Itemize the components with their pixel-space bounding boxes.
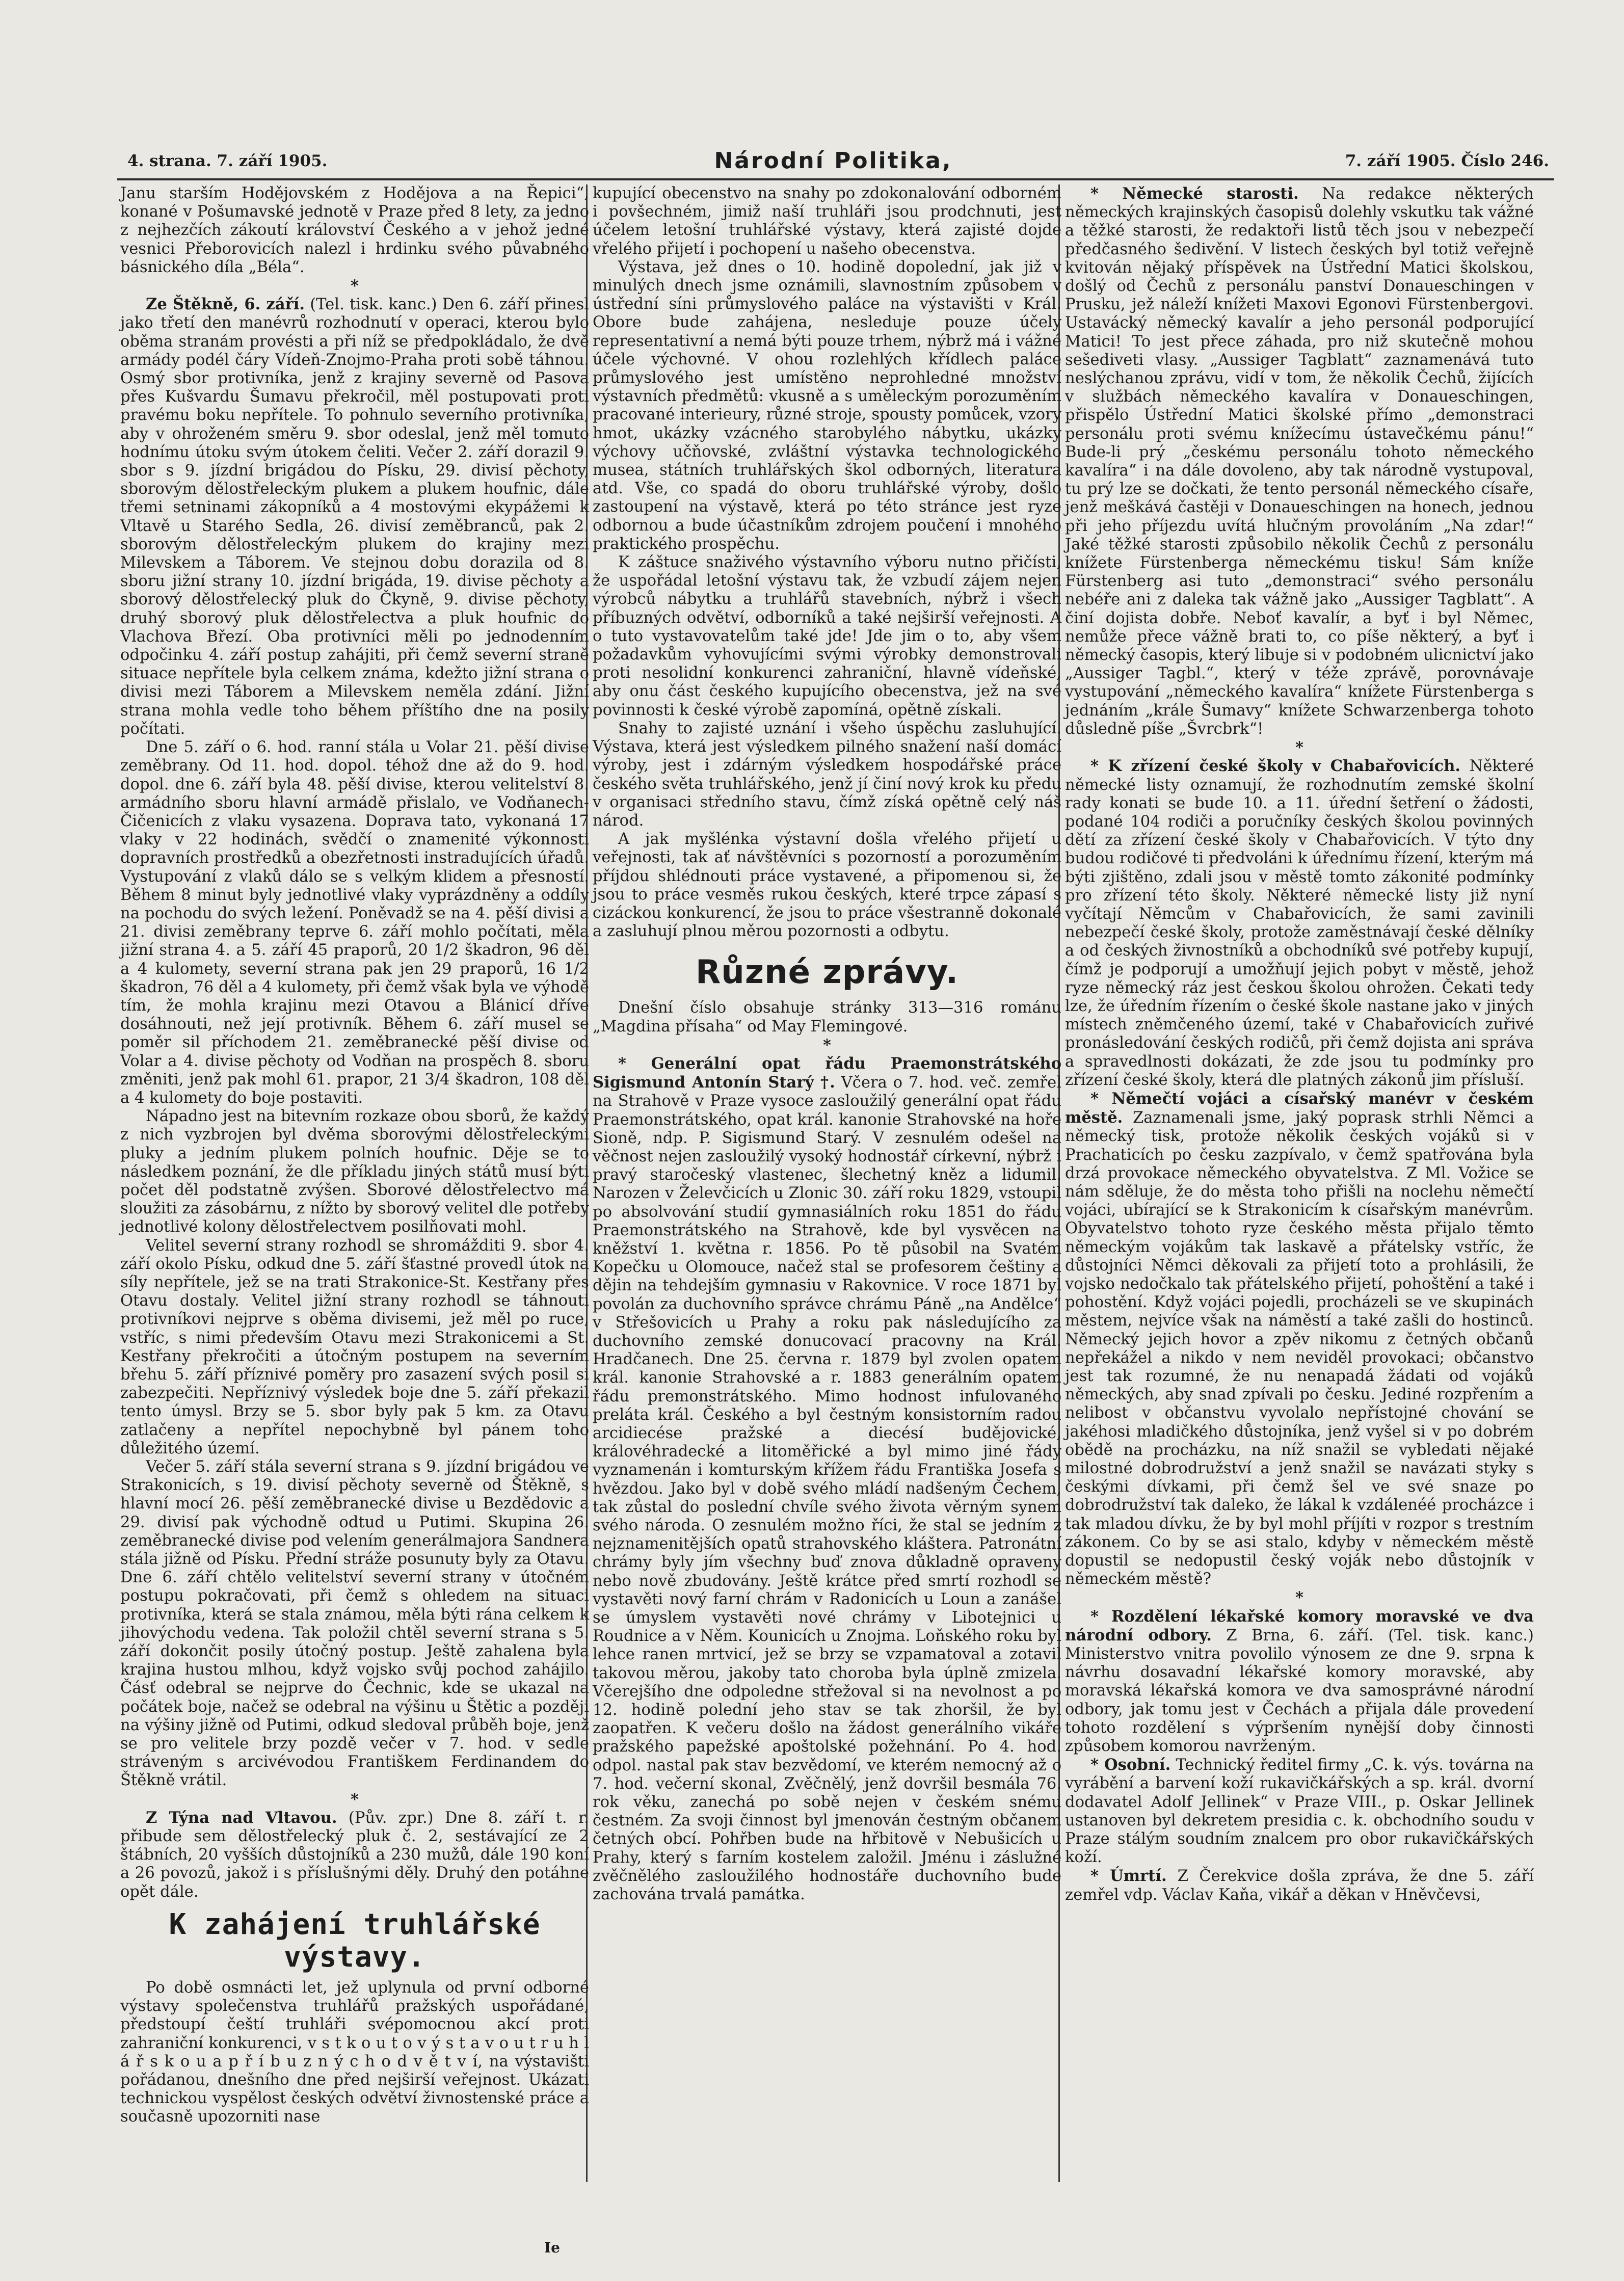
article-paragraph: Dnešní číslo obsahuje stránky 313—316 románu „Magdina přísaha“ od May Flemingové. <box>593 999 1061 1036</box>
column-2 <box>593 184 1061 2192</box>
column-3 <box>1065 184 1534 2192</box>
news-item-heading: * K zřízení české školy v Chabařovicích. <box>1090 757 1460 776</box>
article-text: Zaznamenali jsme, jaký poprask strhli Němci a německý tisk, protože několik českých vojáků si v Prachaticích po česku zazpívalo, v čemž spatřována byla drzá provokace německého obyvatelstva. Z Ml. Vožice se nám sděluje, že do města toho přišli na noclehu němečtí vojáci, ubírající se k Strakonicím k císařským manévrům. Obyvatelstvo tohoto ryze českého města přijalo těmto německým vojákům tak laskavě a přátelsky vstříc, že důstojníci Němci děkovali za přijetí toto a prohlásili, že vojsko nedočkalo tak přátelského přijetí, pohoštění a také i pohostění. Když vojáci pojedli, procházeli se ve skupinách městem, nejvíce však na náměstí a také zašli do hostinců. Německý jejich hovor a zpěv nikomu z četných občanů nepřekážel a nikdo v nem neviděl provokaci; občanstvo jest tak rozumné, že nu nenapadá žádati od vojáků německých, aby snad zpívali po česku. Jediné rozpřením a nelibost v občanstvu vyvolalo nepřístojné chování se jakéhosi mladičkého důstojníka, jenž vyšel si v po dobrém obědě na procházku, na níž snažil se vybledati nějaké milostné dobrodružství a jenž snažil se navázati styky s českými dívkami, při čemž šel ve své snaze po dobrodružství tak daleko, že lákal k vzdálenéé procházce i tak mladou dívku, že by byl mohl příjíti v rozpor s trestním zákonem. Co by se asi stalo, kdyby v německém městě dopustil se nedopustil český voják nebo důstojník v německém městě? <box>1065 1109 1534 1588</box>
article-paragraph <box>1065 1867 1534 1904</box>
section-separator: * <box>351 277 359 296</box>
column-1 <box>120 184 589 2126</box>
dateline: Ze Štěkně, 6. září. <box>146 295 305 314</box>
article-paragraph: Janu starším Hodějovském z Hodějova a na Řepici“, konané v Pošumavské jednotě v Praze před 8 lety, za jedno z nejhezčích zákoutí království Českého a v jehož jedné vesnici Přeborovicích nalezl i hrdinku svého půvabného básnického díla „Béla“. <box>120 184 589 276</box>
header-rule <box>117 178 1554 180</box>
article-paragraph <box>120 295 589 738</box>
article-paragraph <box>1065 1756 1534 1867</box>
article-text: Některé německé listy oznamují, že rozhodnutím zemské školní rady konati se bude 10. a 11. úřední šetření o žádosti, podané 104 rodiči a poručníky českých školou povinných dětí za zřízení české školy v Chabařovicích. V týto dny budou rodičové ti předvoláni k úřednímu řízení, kterým má býti zjištěno, zdali jsou v městě tomto zákonité podmínky pro zřízení této školy. Některé německé listy již nyní vyčítají Němcům v Chabařovicích, že sami zavinili nebezpečí české školy, protože zaměstnávají české dělníky a od českých živnostníků a obchodníků své potřeby kupují, čímž je podporují a umožňují jejich pobyt v městě, jehož ryze německý ráz jest českou školou ohrožen. Čekati tedy lze, že úředním řízením o české škole nastane jako v jiných místech zněmčeného území, také v Chabařovicích zuřivé pronásledování českých rodičů, při čemž dojista ani správa a spravedlnosti dokázati, že zde jsou tu podmínky pro zřízení české školy, která dle platných zákonů jim přísluší. <box>1065 757 1534 1089</box>
dateline: Z Týna nad Vltavou. <box>146 1808 337 1827</box>
article-paragraph <box>120 1809 589 1901</box>
article-text: Včera o 7. hod. več. zemřel na Strahově v Praze vysoce zasloužilý generální opat řádu Praemonstrátského, opat král. kanonie Strahovské na hoře Sioně, ndp. P. Sigismund Starý. V zesnulém odešel na věčnost nejen zasloužilý vysoký hodnostář církevní, nýbrž i pravý staročeský vlastenec, šlechetný kněz a lidumil. Narozen v Želevčicích u Zlonic 30. září roku 1829, vstoupil po absolvování studií gymnasiálních roku 1851 do řádu Praemonstrátského na Strahově, kde byl vysvěcen na kněžství 1. května r. 1856. Po tě působil na Svatém Kopečku u Olomouce, načež stal se profesorem češtiny a dějin na tehdejším gymnasiu v Rakovnice. V roce 1871 byl povolán za duchovního správce chrámu Páně „na Andělce“ v Střešovicích u Prahy a roku pak následujícího za duchovního zemské donucovací pracovny na Král. Hradčanech. Dne 25. června r. 1879 byl zvolen opatem král. kanonie Strahovské a r. 1883 generálním opatem řádu premonstrátského. Mimo hodnost infulovaného preláta král. Českého a byl čestným konsistorním radou arcidiecése pražské a diecésí budějovické, královéhradecké a litoměřické a byl mimo jiné řády vyznamenán i komturským křížem řádu Františka Josefa s hvězdou. Jako byl v době svého mládí nadšeným Čechem, tak zůstal do poslední chvíle svého života věrným synem svého národa. O zesnulém možno říci, že stal se jedním z nejznamenitějších opatů strahovského kláštera. Patronátní chrámy byly jím všechny buď znova důkladně opraveny nebo nově zbudovány. Ještě krátce před smrtí rozhodl se vystavěti nový farní chrám v Radonicích u Loun a zanášel se úmyslem vystavěti nové chrámy v Libotejnici u Roudnice a v Něm. Kounicích u Znojma. Loňského roku byl lehce ranen mrtvicí, jež se brzy se vzpamatoval a zotavil takovou měrou, jakoby tato choroba byla úplně zmizela. Včerejšího dne odpoledne střežoval si na nevolnost a po 12. hodině polední jeho stav se tak zhoršil, že byl zaopatřen. K večeru došlo na žádost generálního vikáře pražského papežské apoštolské požehnání. Po 4. hod. odpol. nastal pak stav bezvědomí, ve kterém nemocný až o 7. hod. večerní skonal, Zvěčnělý, jenž dovršil besmála 76. rok věku, zanechá po sobě nejen v českém snému čestném. Za svoji činnost byl jmenován čestným občanem četných obcí. Pohřben bude na hřbitově v Nebušicích u Prahy, který s farním kostelem založil. Jménu i záslužné zvěčnělého zasloužilého hodnostáře duchovního bude zachována trvalá památka. <box>593 1074 1061 1904</box>
article-paragraph: A jak myšlénka výstavní došla vřelého přijetí u veřejnosti, tak ať návštěvníci s pozorností a porozuměním příjdou shlédnouti práce vystavené, a připomenou si, že jsou to práce vesměs rukou českých, které trpce zápasí s cizáckou konkurencí, že jsou to práce všestranně dokonalé a zasluhují plnou měrou pozornosti a odbytu. <box>593 830 1061 941</box>
footer-mark: Ie <box>544 2239 560 2256</box>
article-paragraph <box>1065 184 1534 738</box>
article-paragraph: Večer 5. září stála severní strana s 9. jízdní brigádou ve Strakonicích, s 19. divisí pěchoty severně od Štěkně, s hlavní mocí 26. pěší zeměbranecké divise u Bezdědovic a 29. divisí pak východně odtud u Putimi. Skupina 26. zeměbranecké divise pod velením generálmajora Sandnera stála jižně od Písku. Přední stráže posunuty byly za Otavu. Dne 6. září chtělo velitelství severní strany v útočném postupu pokračovati, při čemž s ohledem na situaci protivníka, která se stala známou, měla býti rána celkem k jihovýchodu vedena. Tak položil chtěl severní strana s 5. září dokončit posily útočný postup. Ještě zahalena byla krajina hustou mlhou, když vojsko svůj pochod zahájilo. Čásť odebral se nejprve do Čechnic, kde se ukazal na počátek boje, načež se odebral na výšinu u Štětic a později na výšiny jižně od Putimi, odkud sledoval průběh boje, jenž se pro velitele brzy pozdě večer v 7. hod. v sedle stráveným s arcivévodou Františkem Ferdinandem do Štěkně vrátil. <box>120 1458 589 1790</box>
article-paragraph: Velitel severní strany rozhodl se shromážditi 9. sbor 4. září okolo Písku, odkud dne 5. září šťastné provedl útok na síly nepřítele, jež se na trati Strakonice-St. Kestřany přes Otavu dostaly. Velitel jižní strany rozhodl se táhnouti protivníkovi nejprve s oběma divisemi, jež měl po ruce, vstříc, s nimi především Otavu mezi Strakonicemi a St. Kestřany překročiti a útočným postupem na severním břehu 5. září příznivé poměry pro zasazení svých posil si zabezpečiti. Nepříznivý výsledek boje dne 5. září překazil tento úmysl. Brzy se 5. sbor byly pak 5 km. za Otavu zatlačeny a nepřítel nepochybně byl pánem toho důležitého území. <box>120 1236 589 1457</box>
news-item-heading: * Němečtí vojáci a císařský manévr v českém městě. <box>1065 1089 1534 1127</box>
section-separator: * <box>351 1790 359 1809</box>
article-paragraph <box>1065 1607 1534 1756</box>
article-text: Na redakce některých německých krajinských časopisů dolehly vskutku tak vážné a těžké starosti, že redaktoři listů těch jsou v nebezpečí předčasného šedivění. V listech českých byl totiž veřejně kvitován nějaký příspěvek na Ústřední Matici školskou, došlý od Čechů z personálu panství Donaueschingen v Prusku, jež náleží knížeti Maxovi Egonovi Fürstenbergovi. Ustavácký německý kavalír a jeho personál podporující Matici! To jest přece záhada, pro niž skutečně mohou sešediveti vlasy. „Aussiger Tagblatt“ zaznamenává tuto neslýchanou zprávu, vidí v tom, že několik Čechů, žijících v službách německého kavalíra v Donaueschingen, přispělo Ústřední Matici školské přímo „demonstraci personálu proti svému knížecímu ústavečkému pánu!“ Bude-li prý „českému personálu tohoto německého kavalíra“ i na dále dovoleno, aby tak národně vystupoval, tu prý lze se dočkati, že tento personál německého císaře, jenž meškává častěji v Donaueschingen na honech, jednou při jeho příjezdu uvítá hlučným provoláním „Na zdar!“ Jaké těžké starosti způsobilo několik Čechů z personálu knížete Fürstenberga německému tisku! Sám kníže Fürstenberg asi tuto „demonstraci“ svého personálu nebéře ani z daleka tak vážně jako „Aussiger Tagblatt“. A činí dojista dobře. Neboť kavalír, a byť i byl Němec, nemůže přece vážně brati to, co píše některý, a byť i německý časopis, který libuje si v podobném ulicnictví jako „Aussiger Tagbl.“, který v téže zprávě, porovnávaje vystupování „německého kavalíra“ knížete Fürstenberga s jednáním „krále Šumavy“ knížete Schwarzenberga tohoto důsledně píše „Švrcbrk“! <box>1065 185 1534 738</box>
article-text: Z Brna, 6. září. (Tel. tisk. kanc.) Ministerstvo vnitra povolilo výnosem ze dne 9. srpna k návrhu dosavadní lékařské komory moravské, aby moravská lékařská komora ve dva samosprávné národní odbory, jak tomu jest v Čechách a přijala dále provedení tohoto rozdělení s výpršením nynější doby činnosti způsobem komorou navrženým. <box>1065 1626 1534 1756</box>
news-item-heading: * Rozdělení lékařské komory moravské ve dva národní odbory. <box>1065 1607 1534 1645</box>
article-paragraph <box>1065 1090 1534 1588</box>
article-paragraph: Nápadno jest na bitevním rozkaze obou sborů, že každý z nich vyzbrojen byl dvěma sborovými dělostřeleckými pluky a jedním plukem polních houfnic. Děje se to následkem poznání, že dle příkladu jiných států musí býti počet děl podstatně zvýšen. Sborové dělostřelectvo má sloužiti za zásobárnu, z nížto by sborový velitel dle potřeby jednotlivé kolony dělostřelectvem posilňovati mohl. <box>120 1107 589 1236</box>
section-separator: * <box>823 1036 831 1054</box>
article-paragraph: Dne 5. září o 6. hod. ranní stála u Volar 21. pěší divise zeměbrany. Od 11. hod. dopol. téhož dne až do 9. hod. dopol. dne 6. září byla 48. pěší divise, kterou velitelství 8. armádního sboru hlavní armádě přislalo, ve Vodňanech-Čičenicích z vlaku vysazena. Doprava tato, vykonaná 17 vlaky v 22 hodinách, svědčí o znamenité výkonnosti dopravních prostředků a obezřetnosti instradujících úřadů. Vystupování z vlaků dálo se s velkým klidem a přesností. Během 8 minut byly jednotlivé vlaky vyprázdněny a oddíly na pochodu do svých ležení. Poněvadž se na 4. pěší divisi a 21. divisi zeměbrany teprve 6. září mohlo počítati, měla jižní strana 4. a 5. září 45 praporů, 20 1/2 škadron, 96 děl a 4 kulomety, severní strana pak jen 29 praporů, 16 1/2 škadron, 76 děl a 4 kulomety, při čemž však byla ve výhodě tím, že mohla krajinu mezi Otavou a Blánicí dříve dosáhnouti, než její protivník. Během 6. září musel se poměr sil příchodem 21. zeměbranecké pěší divise od Volar a 4. divise pěchoty od Vodňan na prospěch 8. sboru změniti, jenž pak mohl 61. prapor, 21 3/4 škadron, 108 děl a 4 kulomety do boje postaviti. <box>120 738 589 1107</box>
article-paragraph <box>593 1054 1061 1904</box>
article-text: (Pův. zpr.) Dne 8. září t. r. přibude sem dělostřelecký pluk č. 2, sestávající ze 2 štábních, 20 vyšších důstojníků a 230 mužů, dále 190 koní a 26 povozů, jakož i s příslušnými děly. Druhý den potáhne opět dále. <box>120 1809 589 1901</box>
news-item-heading: * Německé starosti. <box>1090 184 1299 203</box>
article-paragraph <box>1065 757 1534 1090</box>
article-paragraph: Snahy to zajisté uznání i všeho úspěchu zasluhující. Výstava, která jest výsledkem pilného snažení naší domácí výroby, jest i zdárným výsledkem hospodářské práce českého světa truhlářského, jenž jí činí nový krok ku předu v organisaci středního stavu, čímž získá opětně celý náš národ. <box>593 719 1061 830</box>
page-header <box>112 148 1554 177</box>
header-page-date: 4. strana. 7. září 1905. <box>127 152 328 170</box>
section-separator: * <box>1295 738 1303 757</box>
header-issue-number: 7. září 1905. Číslo 246. <box>1345 152 1549 170</box>
news-item-heading: * Osobní. <box>1090 1756 1171 1774</box>
article-text: Z Čerekvice došla zpráva, že dne 5. září zemřel vdp. Václav Kaňa, vikář a děkan v Hněvčevsi, <box>1065 1867 1534 1904</box>
article-paragraph: Výstava, jež dnes o 10. hodině dopolední, jak již v minulých dnech jsme oznámili, slavnostním způsobem v ústřední síni průmyslového paláce na výstavišti v Král. Obore bude zahájena, nesleduje pouze účely representativní a nemá býti pouze trhem, nýbrž má i vážné účele výchovné. V ohou rozlehlých křídlech paláce průmyslového jest umístěno neprohledné množství výstavních předmětů: vkusně a s uměleckým porozuměním pracované interieury, různé stroje, spousty pomůcek, vzory hmot, ukázky vzácného starobylého nábytku, ukázky výchovy učňovské, zvláštní výstavka technologického musea, státních truhlářských škol odborných, literatura atd. Vše, co spadá do oboru truhlářské výroby, došlo zastoupení na výstavě, která po této stránce jest ryze odbornou a bude účastníkům zdrojem poučení i mnohého praktického prospěchu. <box>593 258 1061 553</box>
news-item-heading: * Generální opat řádu Praemonstrátského Sigismund Antonín Starý †. <box>593 1054 1061 1092</box>
article-text: Technický ředitel firmy „C. k. výs. továrna na vyrábění a barvení koží rukavičkářských a sp. král. dvorní dodavatel Adolf Jellinek“ v Praze VIII., p. Oskar Jellinek ustanoven byl dekretem presidia c. k. obchodního soudu v Praze stálým soudním znalcem pro obor rukavičkářských koží. <box>1065 1756 1534 1867</box>
article-text: (Tel. tisk. kanc.) Den 6. září přinesl jako třetí den manévrů rozhodnutí v operaci, kterou bylo oběma stranám provésti a při níž se předpokládalo, že dvě armády podél čáry Vídeň-Znojmo-Praha proti sobě táhnou. Osmý sbor protivníka, jenž z krajiny severně od Pasova přes Kušvardu Šumavu překročil, měl postupovati proti pravému boku nepřítele. To pohnulo severního protivníka, aby v ohroženém směru 9. sbor odeslal, jenž měl tomuto hodnímu útoku svým útokem čeliti. Večer 2. září dorazil 9. sbor s 9. jízdní brigádou do Písku, 29. divisí pěchoty, sborovým dělostřeleckým plukem a plukem houfnic, dále třemi setninami zákopníků a 4 mostovými ekypážemi k Vltavě u Starého Sedla, 26. divisí zeměbranců, pak 2. sborovým dělostřeleckým plukem do krajiny mezi Milevskem a Táborem. Ve stejnou dobu dorazila od 8. sboru jižní strany 10. jízdní brigáda, 19. divise pěchoty a sborový dělostřelecký pluk do Čkyně, 9. divise pěchoty, druhý sborový pluk dělostřelectva a pluk houfnic do Vlachova Březí. Oba protivníci měli po jednodenním odpočinku 4. září postup zahájiti, při čemž severní straně situace nepřítele byla celkem známa, kdežto jižní strana o divisi mezi Táborem a Milevskem neměla zdání. Jižní strana mohla vedle toho během příštího dne na posily počítati. <box>120 296 589 738</box>
section-headline: Různé zprávy. <box>695 953 959 992</box>
article-paragraph: kupující obecenstvo na snahy po zdokonalování odborném i povšechném, jimiž naší truhláři jsou prodchnuti, jest účelem letošní truhlářské výstavy, která zajisté dojde vřelého přijetí i pochopení u našeho obecenstva. <box>593 184 1061 258</box>
article-headline: K zahájení truhlářské výstavy. <box>169 1907 541 1974</box>
news-item-heading: * Úmrtí. <box>1090 1867 1167 1886</box>
article-paragraph: K záštuce snaživého výstavního výboru nutno přičísti, že uspořádal letošní výstavu tak, že vzbudí zájem nejen výrobců nábytku a truhlářů stavebních, nýbrž i všech příbuzných odvětví, odborníků a také nejširší veřejnosti. A o tuto vystavovatelům také jde! Jde jim o to, aby všem požadavkům vyhovujícími svými výrobky demonstrovali proti nesolidní konkurenci zahraniční, hlavně vídeňské, aby onu část českého kupujícího obecenstva, jež na své povinnosti k české výrobě zapomíná, opětně získali. <box>593 553 1061 719</box>
header-masthead: Národní Politika, <box>714 148 952 174</box>
section-separator: * <box>1295 1588 1303 1607</box>
article-paragraph: Po době osmnácti let, jež uplynula od první odborné výstavy společenstva truhlářů pražských uspořádané, předstoupí čeští truhláři svépomocnou akcí proti zahraniční konkurenci, v s t k o u t o v ý s t a v o u t r u h l á ř s k o u a p ř í b u z n ý c h o d v ě t v í, na výstavišti pořádanou, dnešního dne před nejširší veřejnost. Ukázati technickou vyspělost českých odvětví živnostenské práce a současně upozorniti nase <box>120 1978 589 2126</box>
